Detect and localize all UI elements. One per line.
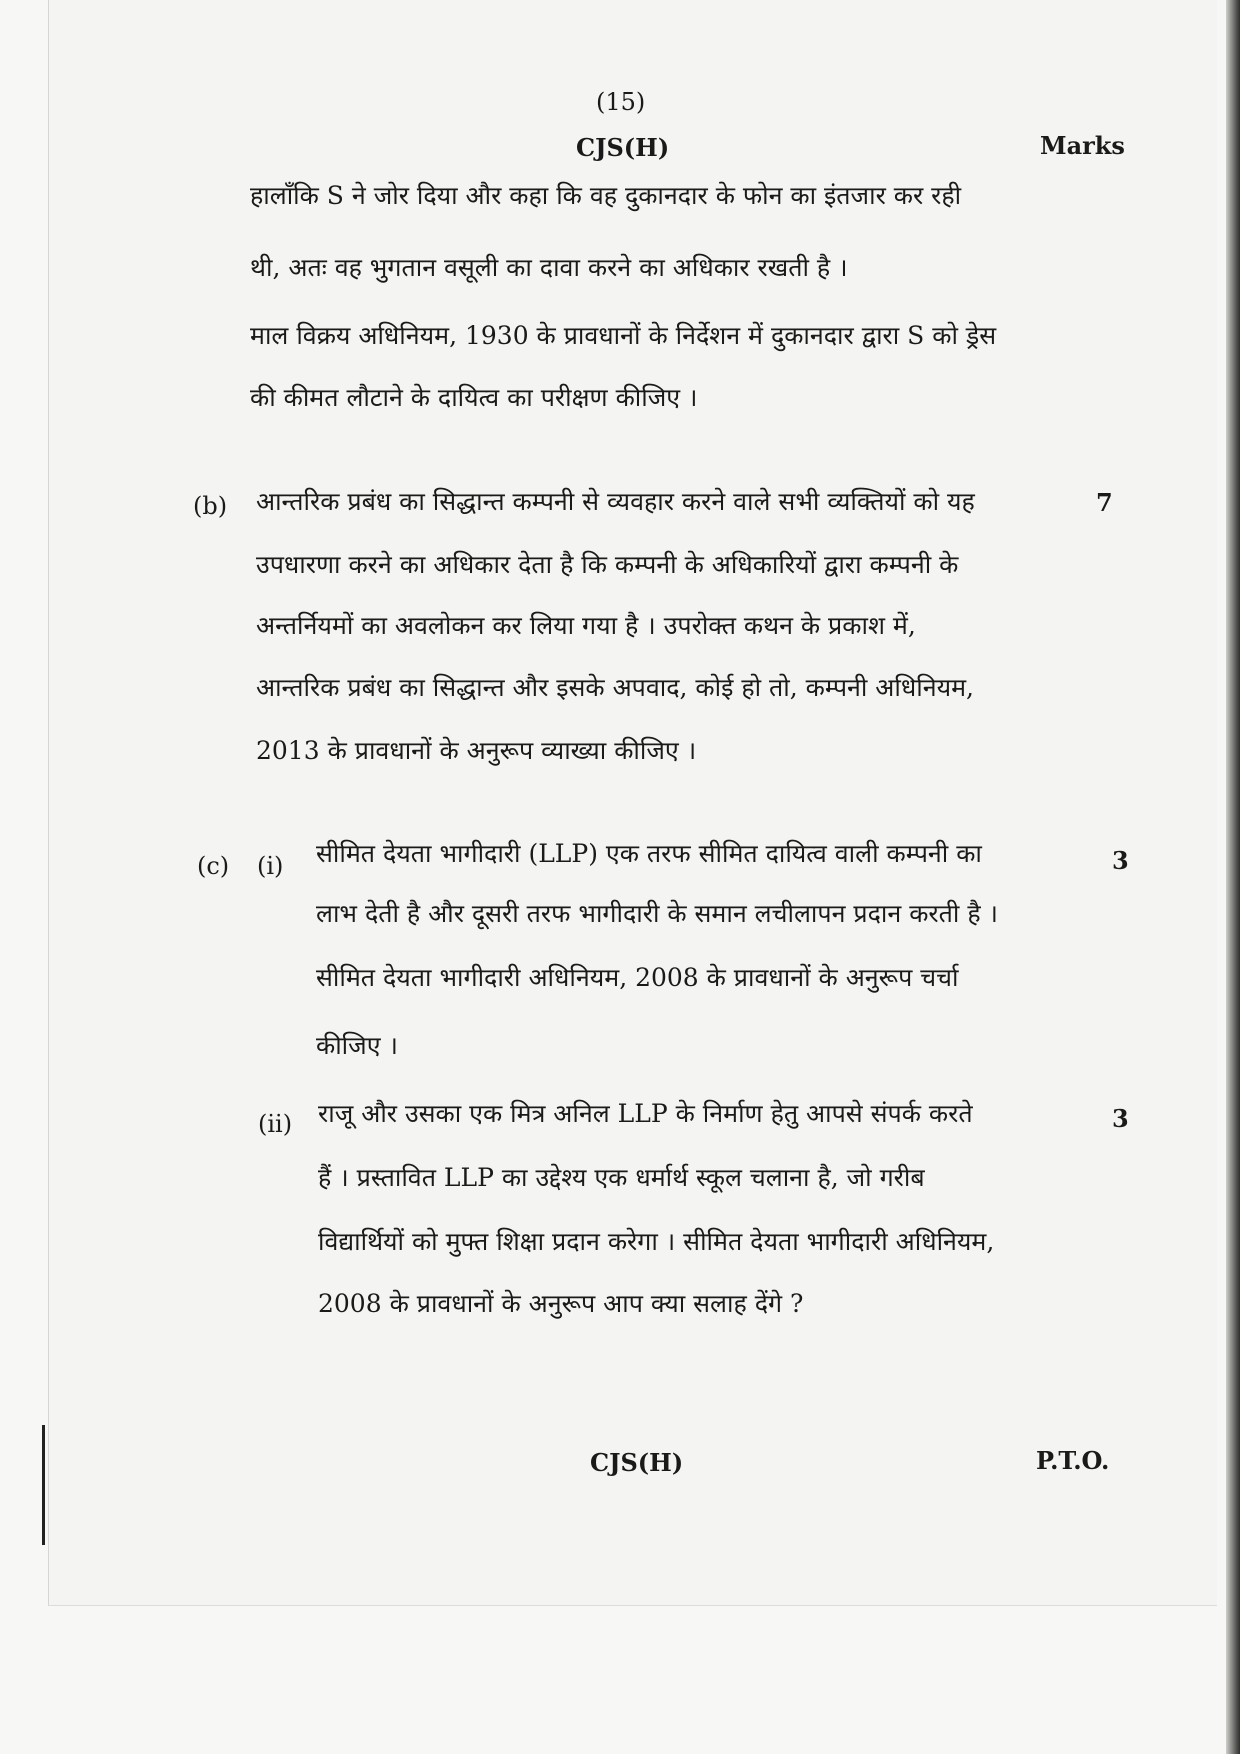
- page-edge-shadow: [1226, 0, 1240, 1754]
- paper-code-header: CJS(H): [576, 133, 670, 162]
- question-b-line-1: आन्तरिक प्रबंध का सिद्धान्त कम्पनी से व्यवहार करने वाले सभी व्यक्तियों को यह: [256, 487, 975, 516]
- question-b-line-5: 2013 के प्रावधानों के अनुरूप व्याख्या कीजिए ।: [256, 736, 697, 765]
- part-a-line-2: थी, अतः वह भुगतान वसूली का दावा करने का अधिकार रखती है ।: [250, 253, 848, 282]
- question-c-label: (c): [197, 852, 230, 880]
- exam-page: [48, 0, 1217, 1606]
- part-a-line-4: की कीमत लौटाने के दायित्व का परीक्षण कीजिए ।: [250, 383, 698, 412]
- question-c-ii-line-3: विद्यार्थियों को मुफ्त शिक्षा प्रदान करेगा । सीमित देयता भागीदारी अधिनियम,: [318, 1227, 995, 1256]
- question-c-ii-line-1: राजू और उसका एक मित्र अनिल LLP के निर्माण हेतु आपसे संपर्क करते: [318, 1099, 973, 1128]
- question-b-marks: 7: [1096, 488, 1113, 517]
- question-c-i-marks: 3: [1112, 846, 1129, 875]
- question-b-label: (b): [193, 492, 228, 520]
- question-c-i-line-1: सीमित देयता भागीदारी (LLP) एक तरफ सीमित दायित्व वाली कम्पनी का: [316, 839, 982, 868]
- paper-code-footer: CJS(H): [590, 1448, 684, 1477]
- question-c-ii-marks: 3: [1112, 1104, 1129, 1133]
- please-turn-over: P.T.O.: [1036, 1446, 1110, 1475]
- part-a-line-1: हालाँकि S ने जोर दिया और कहा कि वह दुकानदार के फोन का इंतजार कर रही: [250, 181, 962, 210]
- page-number: (15): [596, 88, 646, 116]
- question-c-i-label: (i): [257, 852, 284, 880]
- part-a-line-3: माल विक्रय अधिनियम, 1930 के प्रावधानों के निर्देशन में दुकानदार द्वारा S को ड्रेस: [250, 321, 997, 350]
- margin-rule: [42, 1425, 45, 1545]
- question-b-line-4: आन्तरिक प्रबंध का सिद्धान्त और इसके अपवाद, कोई हो तो, कम्पनी अधिनियम,: [256, 673, 975, 702]
- question-c-i-line-4: कीजिए ।: [316, 1031, 398, 1060]
- question-b-line-3: अन्तर्नियमों का अवलोकन कर लिया गया है । उपरोक्त कथन के प्रकाश में,: [256, 611, 916, 640]
- marks-column-heading: Marks: [1040, 131, 1125, 160]
- question-c-i-line-2: लाभ देती है और दूसरी तरफ भागीदारी के समान लचीलापन प्रदान करती है ।: [316, 899, 999, 928]
- question-c-i-line-3: सीमित देयता भागीदारी अधिनियम, 2008 के प्रावधानों के अनुरूप चर्चा: [316, 963, 959, 992]
- question-c-ii-label: (ii): [258, 1110, 293, 1138]
- question-c-ii-line-4: 2008 के प्रावधानों के अनुरूप आप क्या सलाह देंगे ?: [318, 1289, 804, 1318]
- question-c-ii-line-2: हैं । प्रस्तावित LLP का उद्देश्य एक धर्मार्थ स्कूल चलाना है, जो गरीब: [318, 1163, 925, 1192]
- question-b-line-2: उपधारणा करने का अधिकार देता है कि कम्पनी के अधिकारियों द्वारा कम्पनी के: [256, 550, 959, 579]
